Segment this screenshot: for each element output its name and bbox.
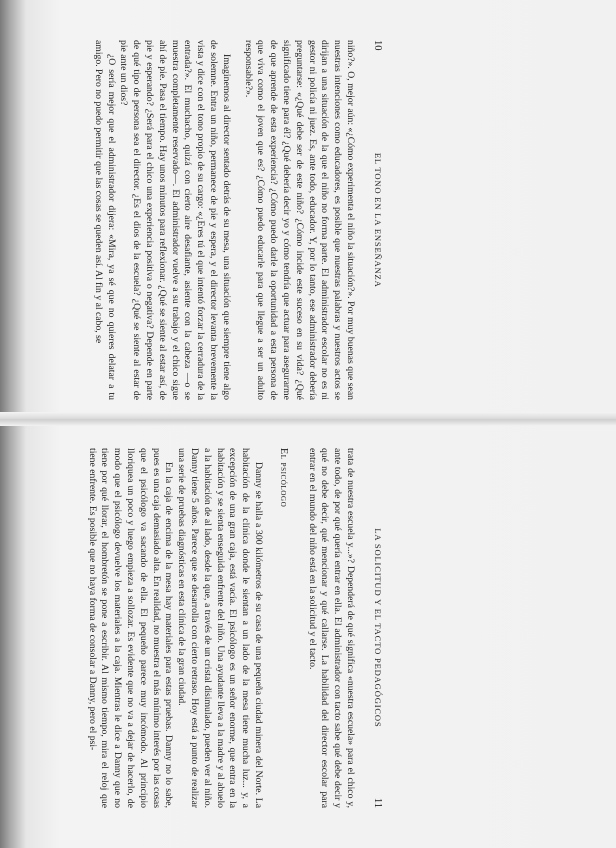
paragraph: ¿O sería mejor que el administrador dijera: «Mira, ya sé que no quieres delatar a tu amigo. Pero no puedo permitir que las cosas se queden así. Al fin y al cabo, se xyxy=(92,40,117,400)
running-head-title: EL TONO EN LA ENSEÑANZA xyxy=(373,152,383,288)
paragraph: trata de nuestra escuela y...»? Dependerá de qué significa «nuestra escuela» para el chico y, ante todo, de por qué quería entrar en ella. El administrador con tacto sabe qué debe decir y qué no debe decir, qué mencionar y qué callarse. La habilidad del director escolar para entrar en el mundo del niño está en la solicitud y el tacto. xyxy=(306,448,356,808)
running-head-title: LA SOLICITUD Y EL TACTO PEDAGÓGICOS xyxy=(373,528,383,728)
paragraph: Danny se halla a 300 kilómetros de su casa de una pequeña ciudad minera del Norte. La habitación de la clínica donde le sientan a un lado de la mesa tiene mucha luz... y, a excepción de una gran caja, está vacía. El psicólogo es un señor enorme, que entra en la habitación y se sienta enseguida enfrente del niño. Una ayudante lleva a la madre y al abuelo a la habitación de al lado, desde la que, a través de un cristal disimulado, pueden ver al niño. Danny tiene 5 años. Parece que se desarrolla con cierto retraso. Hoy está a punto de realizar una serie de pruebas diagnósticas en esta clínica de la gran ciudad. xyxy=(176,448,265,808)
page-10 xyxy=(0,40,384,400)
section-heading: El psicólogo xyxy=(277,448,289,508)
running-head-right xyxy=(366,448,384,808)
paragraph: niño?». O, mejor aún: «¿Cómo experimenta el niño la situación?». Por muy buenas que sean nuestras intenciones como educadores, es posible que nuestras palabras y nuestros actos se dirijan a una situación de la que el niño no forma parte. El administrador escolar no es ni gestor ni policía ni juez. Es, ante todo, educador. Y, por lo tanto, ese administrador debería preguntarse: «¿Qué debe ser de este niño? ¿Cómo incide este suceso en su vida? ¿Qué significado tiene para él? ¿Qué debería decir yo y cómo tendría que actuar para asegurarme de que aprende de esta experiencia? ¿Cómo puedo darle la oportunidad a esta persona de que viva como el joven que es? ¿Cómo puedo educarle para que llegue a ser un adulto responsable?». xyxy=(242,40,356,400)
running-head-left xyxy=(366,40,384,400)
page-number: 11 xyxy=(372,797,383,808)
page-number: 10 xyxy=(372,40,383,51)
page-11 xyxy=(0,448,384,808)
paragraph: En la caja de encima de la mesa hay materiales para estas pruebas. Danny no lo sabe, pues es una caja demasiado alta. En realidad, no muestra el más mínimo interés por las cosas que el psicólogo va sacando de ella. El pequeño parece muy incómodo. Al principio lloriquea un poco y luego empieza a sollozar. Es evidente que no va a dejar de hacerlo, de modo que el psicólogo devuelve los materiales a la caja. Mientras le dice a Danny que no tiene por qué llorar, el hombretón se pone a escribir. Al mismo tiempo, mira el reloj que tiene enfrente. Es posible que no haya forma de consolar a Danny, pero el psi- xyxy=(86,448,175,808)
paragraph: Imaginemos al director sentado detrás de su mesa, una situación que siempre tiene algo de solemne. Entra un niño, permanece de pie y espera, y el director levanta brevemente la vista y dice con el tono propio de su cargo: «¿Eres tú el que intentó forzar la cerradura de la entrada?». El muchacho, quizá con cierto aire desafiante, asiente con la cabeza —o se muestra completamente reservado—. El administrador vuelve a su trabajo y el chico sigue ahí de pie. Pasa el tiempo. Hay unos minutos para reflexionar. ¿Qué se siente al estar así, de pie y esperando? ¿Será para el chico una experiencia positiva o negativa? Depende en parte de qué tipo de persona sea el director. ¿Es el dios de la escuela? ¿Qué se siente al estar de pie ante un dios? xyxy=(118,40,232,400)
book-gutter xyxy=(0,412,616,426)
